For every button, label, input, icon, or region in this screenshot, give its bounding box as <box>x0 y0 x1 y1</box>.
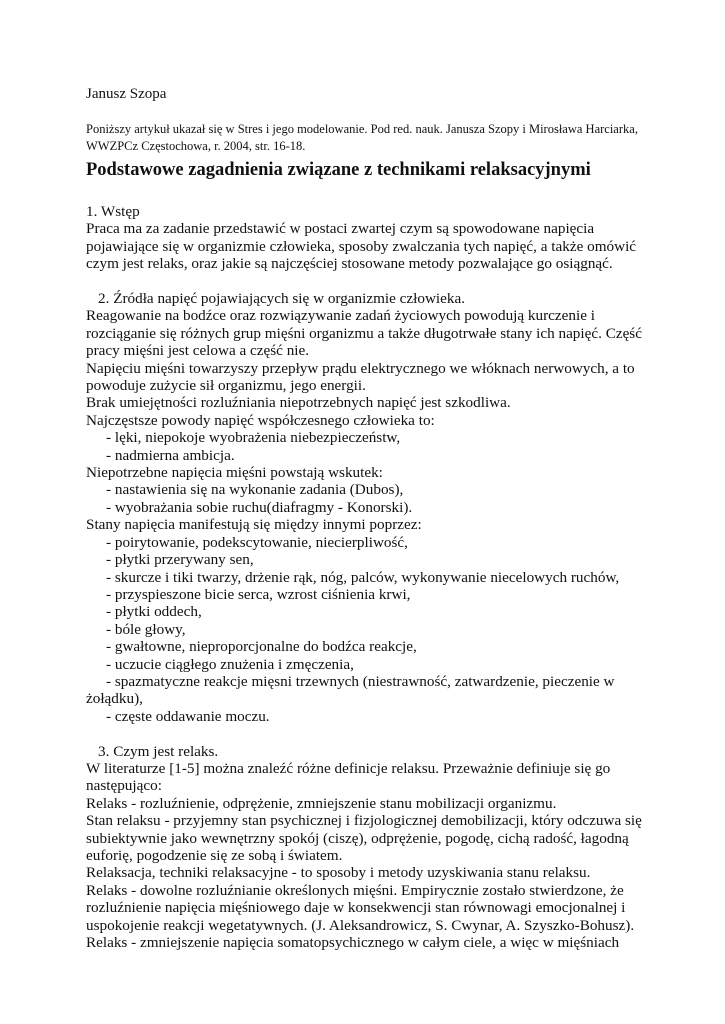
list-item: - nadmierna ambicja. <box>106 446 235 464</box>
section-3-paragraph: W literaturze [1-5] można znaleźć różne definicje relaksu. Przeważnie definiuje się go następująco: <box>86 759 611 795</box>
list-item: - płytki przerywany sen, <box>106 551 254 569</box>
list-item: - gwałtowne, nieproporcjonalne do bodźca reakcje, <box>106 638 417 656</box>
section-1-paragraph: Praca ma za zadanie przedstawić w postaci zwartej czym są spowodowane napięcia pojawiające się w organizmie człowieka, sposoby zwalczania tych napięć, a także omówić czym jest relaks, oraz jakie są najczęściej stosowane metody pozwalające go osiągnąć. <box>86 220 637 273</box>
section-2-paragraph: Brak umiejętności rozluźniania niepotrzebnych napięć jest szkodliwa. <box>86 394 511 412</box>
section-2-heading: 2. Źródła napięć pojawiających się w organizmie człowieka. <box>98 290 466 308</box>
section-2-paragraph: Niepotrzebne napięcia mięśni powstają wskutek: <box>86 464 383 482</box>
spacer <box>86 725 646 742</box>
list-item: - bóle głowy, <box>106 620 186 638</box>
source-note: Poniższy artykuł ukazał się w Stres i jego modelowanie. Pod red. nauk. Janusza Szopy i Mirosława Harciarka, WWZPCz Częstochowa, r. 2004, str. 16-18. <box>86 122 638 153</box>
list-item: - wyobrażania sobie ruchu(diafragmy - Konorski). <box>106 498 413 516</box>
list-item: - płytki oddech, <box>106 603 202 621</box>
section-2-paragraph: Reagowanie na bodźce oraz rozwiązywanie zadań życiowych powodują kurczenie i rozciąganie się różnych grup mięśni organizmu a także długotrwałe stany ich napięć. Część pracy mięśni jest celowa a część nie. <box>86 307 642 360</box>
spacer <box>86 273 646 290</box>
section-2-paragraph: Najczęstsze powody napięć współczesnego człowieka to: <box>86 411 435 429</box>
list-item: - częste oddawanie moczu. <box>106 707 270 725</box>
list-item: - lęki, niepokoje wyobrażenia niebezpieczeństw, <box>106 429 401 447</box>
section-2-paragraph: Napięciu mięśni towarzyszy przepływ prądu elektrycznego we włóknach nerwowych, a to powoduje zużycie sił organizmu, jego energii. <box>86 359 635 395</box>
list-item: - skurcze i tiki twarzy, drżenie rąk, nóg, palców, wykonywanie niecelowych ruchów, <box>106 568 620 586</box>
section-3-heading: 3. Czym jest relaks. <box>98 742 219 760</box>
section-3-paragraph: Relaks - rozluźnienie, odprężenie, zmniejszenie stanu mobilizacji organizmu. <box>86 794 557 812</box>
section-1-heading: 1. Wstęp <box>86 203 140 220</box>
section-3-paragraph: Relaksacja, techniki relaksacyjne - to sposoby i metody uzyskiwania stanu relaksu. <box>86 864 591 882</box>
article-body <box>86 203 646 951</box>
author-name: Janusz Szopa <box>86 86 167 102</box>
list-item: - przyspieszone bicie serca, wzrost ciśnienia krwi, <box>106 585 411 603</box>
list-item: - spazmatyczne reakcje mięsni trzewnych (niestrawność, zatwardzenie, pieczenie w żołądku), <box>86 672 615 708</box>
section-2-paragraph: Stany napięcia manifestują się między innymi poprzez: <box>86 516 422 534</box>
list-item: - poirytowanie, podekscytowanie, niecierpliwość, <box>106 533 408 551</box>
list-item: - nastawienia się na wykonanie zadania (Dubos), <box>106 481 404 499</box>
article-title: Podstawowe zagadnienia związane z technikami relaksacyjnymi <box>86 160 591 180</box>
section-3-paragraph: Stan relaksu - przyjemny stan psychicznej i fizjologicznej demobilizacji, który odczuwa się subiektywnie jako wewnętrzny spokój (ciszę), odprężenie, pogodę, cichą radość, łagodną euforię, pogodzenie się ze sobą i światem. <box>86 812 642 864</box>
list-item: - uczucie ciągłego znużenia i zmęczenia, <box>106 655 354 673</box>
section-3-paragraph: Relaks - dowolne rozluźnianie określonych mięśni. Empirycznie zostało stwierdzone, że rozluźnienie napięcia mięśniowego daje w konsekwencji stan równowagi emocjonalnej i uspokojenie reakcji wegetatywnych. (J. Aleksandrowicz, S. Cwynar, A. Szyszko-Bohusz). <box>86 881 635 934</box>
section-3-paragraph: Relaks - zmniejszenie napięcia somatopsychicznego w całym ciele, a więc w mięśniach <box>86 934 620 952</box>
